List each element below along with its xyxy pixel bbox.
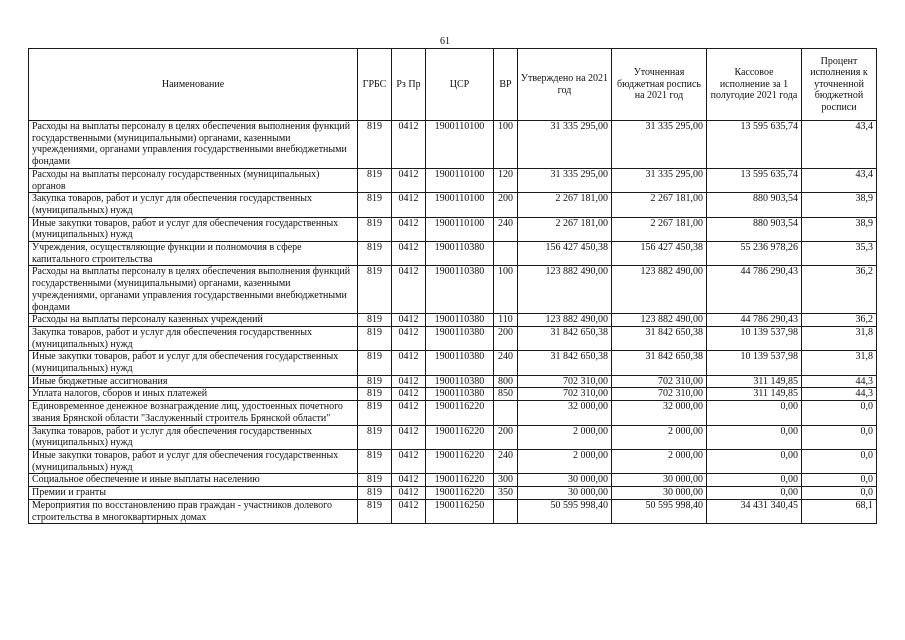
row-cash: 0,00 bbox=[707, 425, 802, 449]
row-grbs: 819 bbox=[358, 168, 392, 192]
row-cash: 880 903,54 bbox=[707, 193, 802, 217]
row-approved: 50 595 998,40 bbox=[518, 499, 612, 523]
row-name: Закупка товаров, работ и услуг для обеспечения государственных (муниципальных) нужд bbox=[29, 326, 358, 350]
row-csr: 1900110100 bbox=[426, 168, 494, 192]
row-cash: 10 139 537,98 bbox=[707, 351, 802, 375]
row-vr: 110 bbox=[494, 314, 518, 327]
row-vr: 800 bbox=[494, 375, 518, 388]
row-percent: 0,0 bbox=[802, 401, 877, 425]
row-rzpr: 0412 bbox=[392, 499, 426, 523]
row-cash: 10 139 537,98 bbox=[707, 326, 802, 350]
row-refined: 32 000,00 bbox=[612, 401, 707, 425]
row-csr: 1900110380 bbox=[426, 375, 494, 388]
row-refined: 31 335 295,00 bbox=[612, 168, 707, 192]
table-row bbox=[29, 314, 877, 327]
row-cash: 0,00 bbox=[707, 401, 802, 425]
row-csr: 1900110380 bbox=[426, 388, 494, 401]
row-name: Единовременное денежное вознаграждение лиц, удостоенных почетного звания Брянской области "Заслуженный строитель Брянской области" bbox=[29, 401, 358, 425]
row-grbs: 819 bbox=[358, 314, 392, 327]
row-grbs: 819 bbox=[358, 401, 392, 425]
row-name: Расходы на выплаты персоналу казенных учреждений bbox=[29, 314, 358, 327]
row-refined: 123 882 490,00 bbox=[612, 266, 707, 314]
row-grbs: 819 bbox=[358, 242, 392, 266]
row-csr: 1900116220 bbox=[426, 401, 494, 425]
row-approved: 30 000,00 bbox=[518, 487, 612, 500]
row-vr: 240 bbox=[494, 449, 518, 473]
row-approved: 2 000,00 bbox=[518, 449, 612, 473]
row-name: Иные закупки товаров, работ и услуг для обеспечения государственных (муниципальных) нужд bbox=[29, 351, 358, 375]
row-csr: 1900110380 bbox=[426, 351, 494, 375]
row-grbs: 819 bbox=[358, 487, 392, 500]
row-vr bbox=[494, 401, 518, 425]
table-row bbox=[29, 449, 877, 473]
row-csr: 1900110100 bbox=[426, 217, 494, 241]
row-refined: 50 595 998,40 bbox=[612, 499, 707, 523]
row-refined: 156 427 450,38 bbox=[612, 242, 707, 266]
row-percent: 38,9 bbox=[802, 217, 877, 241]
row-approved: 2 000,00 bbox=[518, 425, 612, 449]
row-name: Расходы на выплаты персоналу в целях обеспечения выполнения функций государственными (муниципальными) органами, казенными учреждениями, органами управления государственными внебюджетными фондами bbox=[29, 266, 358, 314]
header-name: Наименование bbox=[29, 49, 358, 121]
table-header-row bbox=[29, 49, 877, 121]
row-rzpr: 0412 bbox=[392, 121, 426, 169]
row-approved: 32 000,00 bbox=[518, 401, 612, 425]
table-row bbox=[29, 375, 877, 388]
row-approved: 702 310,00 bbox=[518, 375, 612, 388]
row-percent: 44,3 bbox=[802, 375, 877, 388]
row-rzpr: 0412 bbox=[392, 314, 426, 327]
row-percent: 43,4 bbox=[802, 121, 877, 169]
row-csr: 1900110380 bbox=[426, 266, 494, 314]
row-name: Закупка товаров, работ и услуг для обеспечения государственных (муниципальных) нужд bbox=[29, 425, 358, 449]
row-approved: 156 427 450,38 bbox=[518, 242, 612, 266]
row-refined: 123 882 490,00 bbox=[612, 314, 707, 327]
row-grbs: 819 bbox=[358, 351, 392, 375]
table-row bbox=[29, 401, 877, 425]
row-percent: 44,3 bbox=[802, 388, 877, 401]
table-row bbox=[29, 242, 877, 266]
row-percent: 36,2 bbox=[802, 266, 877, 314]
row-vr bbox=[494, 242, 518, 266]
row-vr bbox=[494, 499, 518, 523]
row-percent: 0,0 bbox=[802, 487, 877, 500]
row-cash: 0,00 bbox=[707, 474, 802, 487]
row-csr: 1900110380 bbox=[426, 326, 494, 350]
row-cash: 44 786 290,43 bbox=[707, 314, 802, 327]
row-vr: 240 bbox=[494, 217, 518, 241]
row-csr: 1900110380 bbox=[426, 242, 494, 266]
header-rzpr: Рз Пр bbox=[392, 49, 426, 121]
row-csr: 1900110380 bbox=[426, 314, 494, 327]
header-approved: Утверждено на 2021 год bbox=[518, 49, 612, 121]
row-rzpr: 0412 bbox=[392, 401, 426, 425]
header-percent: Процент исполнения к уточненной бюджетной росписи bbox=[802, 49, 877, 121]
row-vr: 240 bbox=[494, 351, 518, 375]
row-refined: 2 267 181,00 bbox=[612, 193, 707, 217]
row-vr: 200 bbox=[494, 326, 518, 350]
row-grbs: 819 bbox=[358, 425, 392, 449]
row-percent: 0,0 bbox=[802, 449, 877, 473]
row-name: Расходы на выплаты персоналу в целях обеспечения выполнения функций государственными (муниципальными) органами, казенными учреждениями, органами управления государственными внебюджетными фондами bbox=[29, 121, 358, 169]
row-grbs: 819 bbox=[358, 193, 392, 217]
row-refined: 2 000,00 bbox=[612, 425, 707, 449]
table-row bbox=[29, 388, 877, 401]
row-name: Закупка товаров, работ и услуг для обеспечения государственных (муниципальных) нужд bbox=[29, 193, 358, 217]
row-rzpr: 0412 bbox=[392, 193, 426, 217]
row-csr: 1900116220 bbox=[426, 449, 494, 473]
row-name: Учреждения, осуществляющие функции и полномочия в сфере капитального строительства bbox=[29, 242, 358, 266]
table-row bbox=[29, 193, 877, 217]
header-refined: Уточненная бюджетная роспись на 2021 год bbox=[612, 49, 707, 121]
row-csr: 1900116250 bbox=[426, 499, 494, 523]
row-vr: 300 bbox=[494, 474, 518, 487]
row-vr: 100 bbox=[494, 121, 518, 169]
row-rzpr: 0412 bbox=[392, 242, 426, 266]
table-row bbox=[29, 351, 877, 375]
table-row bbox=[29, 499, 877, 523]
row-name: Расходы на выплаты персоналу государственных (муниципальных) органов bbox=[29, 168, 358, 192]
row-percent: 35,3 bbox=[802, 242, 877, 266]
row-approved: 31 335 295,00 bbox=[518, 121, 612, 169]
row-refined: 702 310,00 bbox=[612, 375, 707, 388]
header-cash: Кассовое исполнение за 1 полугодие 2021 года bbox=[707, 49, 802, 121]
row-vr: 120 bbox=[494, 168, 518, 192]
row-grbs: 819 bbox=[358, 266, 392, 314]
row-grbs: 819 bbox=[358, 217, 392, 241]
table-row bbox=[29, 121, 877, 169]
row-vr: 350 bbox=[494, 487, 518, 500]
row-refined: 702 310,00 bbox=[612, 388, 707, 401]
row-rzpr: 0412 bbox=[392, 266, 426, 314]
row-cash: 13 595 635,74 bbox=[707, 168, 802, 192]
table-row bbox=[29, 217, 877, 241]
row-refined: 31 842 650,38 bbox=[612, 351, 707, 375]
row-rzpr: 0412 bbox=[392, 217, 426, 241]
row-vr: 200 bbox=[494, 193, 518, 217]
page-number: 61 bbox=[440, 36, 450, 47]
row-approved: 31 842 650,38 bbox=[518, 326, 612, 350]
row-vr: 850 bbox=[494, 388, 518, 401]
row-percent: 0,0 bbox=[802, 425, 877, 449]
table-row bbox=[29, 487, 877, 500]
row-refined: 31 335 295,00 bbox=[612, 121, 707, 169]
row-approved: 123 882 490,00 bbox=[518, 266, 612, 314]
table-row bbox=[29, 266, 877, 314]
row-vr: 100 bbox=[494, 266, 518, 314]
row-rzpr: 0412 bbox=[392, 351, 426, 375]
row-approved: 702 310,00 bbox=[518, 388, 612, 401]
row-cash: 0,00 bbox=[707, 487, 802, 500]
table-body bbox=[29, 121, 877, 524]
row-csr: 1900116220 bbox=[426, 474, 494, 487]
row-csr: 1900110100 bbox=[426, 121, 494, 169]
row-rzpr: 0412 bbox=[392, 326, 426, 350]
header-vr: ВР bbox=[494, 49, 518, 121]
row-name: Социальное обеспечение и иные выплаты населению bbox=[29, 474, 358, 487]
row-name: Премии и гранты bbox=[29, 487, 358, 500]
row-grbs: 819 bbox=[358, 375, 392, 388]
table-row bbox=[29, 425, 877, 449]
row-rzpr: 0412 bbox=[392, 425, 426, 449]
row-rzpr: 0412 bbox=[392, 168, 426, 192]
table-row bbox=[29, 168, 877, 192]
row-percent: 31,8 bbox=[802, 351, 877, 375]
row-percent: 68,1 bbox=[802, 499, 877, 523]
row-vr: 200 bbox=[494, 425, 518, 449]
row-csr: 1900116220 bbox=[426, 487, 494, 500]
row-rzpr: 0412 bbox=[392, 375, 426, 388]
row-cash: 34 431 340,45 bbox=[707, 499, 802, 523]
row-grbs: 819 bbox=[358, 326, 392, 350]
row-approved: 123 882 490,00 bbox=[518, 314, 612, 327]
row-rzpr: 0412 bbox=[392, 449, 426, 473]
row-refined: 30 000,00 bbox=[612, 487, 707, 500]
row-name: Иные закупки товаров, работ и услуг для обеспечения государственных (муниципальных) нужд bbox=[29, 217, 358, 241]
row-cash: 0,00 bbox=[707, 449, 802, 473]
table-row bbox=[29, 474, 877, 487]
header-grbs: ГРБС bbox=[358, 49, 392, 121]
row-grbs: 819 bbox=[358, 499, 392, 523]
row-name: Иные закупки товаров, работ и услуг для обеспечения государственных (муниципальных) нужд bbox=[29, 449, 358, 473]
row-refined: 31 842 650,38 bbox=[612, 326, 707, 350]
row-cash: 880 903,54 bbox=[707, 217, 802, 241]
row-name: Мероприятия по восстановлению прав граждан - участников долевого строительства в многоквартирных домах bbox=[29, 499, 358, 523]
row-percent: 36,2 bbox=[802, 314, 877, 327]
row-grbs: 819 bbox=[358, 121, 392, 169]
row-percent: 38,9 bbox=[802, 193, 877, 217]
row-grbs: 819 bbox=[358, 449, 392, 473]
row-approved: 30 000,00 bbox=[518, 474, 612, 487]
row-refined: 30 000,00 bbox=[612, 474, 707, 487]
row-name: Иные бюджетные ассигнования bbox=[29, 375, 358, 388]
row-rzpr: 0412 bbox=[392, 388, 426, 401]
table-row bbox=[29, 326, 877, 350]
row-approved: 2 267 181,00 bbox=[518, 217, 612, 241]
row-rzpr: 0412 bbox=[392, 487, 426, 500]
row-percent: 0,0 bbox=[802, 474, 877, 487]
row-grbs: 819 bbox=[358, 388, 392, 401]
row-refined: 2 000,00 bbox=[612, 449, 707, 473]
row-refined: 2 267 181,00 bbox=[612, 217, 707, 241]
budget-table bbox=[28, 48, 877, 524]
row-percent: 31,8 bbox=[802, 326, 877, 350]
row-rzpr: 0412 bbox=[392, 474, 426, 487]
row-cash: 311 149,85 bbox=[707, 388, 802, 401]
row-approved: 31 335 295,00 bbox=[518, 168, 612, 192]
row-csr: 1900116220 bbox=[426, 425, 494, 449]
row-name: Уплата налогов, сборов и иных платежей bbox=[29, 388, 358, 401]
row-approved: 31 842 650,38 bbox=[518, 351, 612, 375]
row-grbs: 819 bbox=[358, 474, 392, 487]
row-cash: 44 786 290,43 bbox=[707, 266, 802, 314]
row-cash: 55 236 978,26 bbox=[707, 242, 802, 266]
row-cash: 13 595 635,74 bbox=[707, 121, 802, 169]
row-cash: 311 149,85 bbox=[707, 375, 802, 388]
row-percent: 43,4 bbox=[802, 168, 877, 192]
row-approved: 2 267 181,00 bbox=[518, 193, 612, 217]
row-csr: 1900110100 bbox=[426, 193, 494, 217]
header-csr: ЦСР bbox=[426, 49, 494, 121]
